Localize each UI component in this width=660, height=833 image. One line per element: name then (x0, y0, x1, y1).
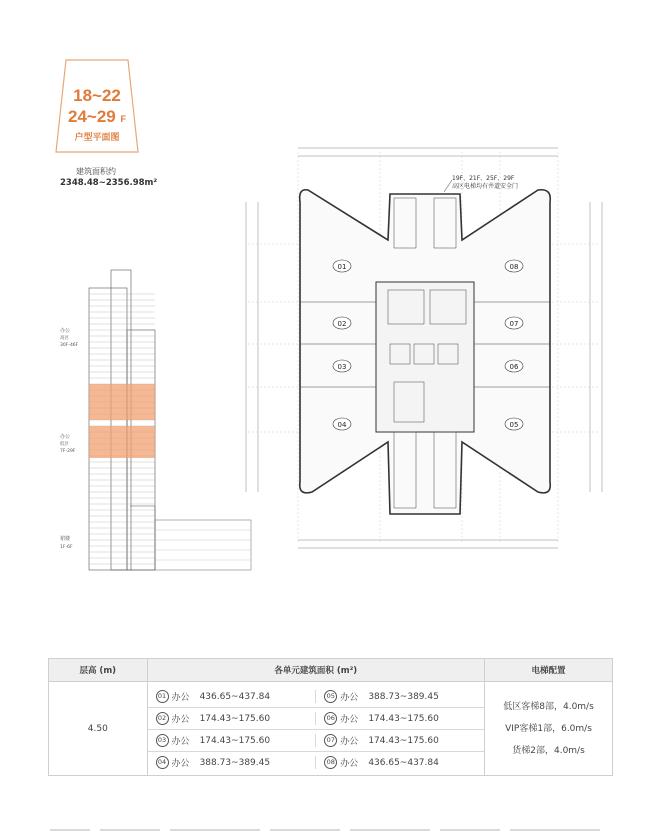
zone-high-name: 办公 (60, 328, 71, 334)
tower-highlight-upper (89, 384, 155, 420)
unit-area: 436.65~437.84 (368, 757, 439, 768)
zone-low-floors: 7F-29F (60, 449, 76, 454)
header-elevator: 电梯配置 (485, 659, 613, 682)
unit-area: 174.43~175.60 (199, 735, 271, 746)
unit-number: 03 (156, 734, 169, 747)
unit-label-06: 06 (509, 363, 519, 371)
unit-type: 办公 (171, 759, 190, 769)
unit-area-table (48, 658, 613, 776)
unit-area: 436.65~437.84 (199, 691, 271, 702)
zone-high-sub: 高区 (60, 336, 69, 341)
header-unit-area: 各单元建筑面积 (m²) (147, 659, 484, 682)
badge-floors-1: 18~22 (73, 86, 121, 105)
unit-label-01: 01 (337, 263, 347, 271)
floor-height-value: 4.50 (49, 682, 148, 776)
floor-badge (54, 58, 140, 154)
unit-type: 办公 (340, 715, 359, 725)
tower-highlight-lower (89, 426, 155, 458)
tower-elevation-drawing (58, 258, 258, 578)
unit-area: 174.43~175.60 (199, 713, 271, 724)
table-row (148, 708, 484, 730)
unit-type: 办公 (171, 737, 190, 747)
unit-label-02: 02 (337, 320, 347, 328)
unit-area: 174.43~175.60 (368, 713, 439, 724)
unit-type: 办公 (340, 759, 359, 769)
unit-type: 办公 (171, 693, 190, 703)
table-row (148, 730, 484, 752)
unit-label-04: 04 (337, 421, 347, 429)
unit-number: 02 (156, 712, 169, 725)
unit-number: 06 (324, 712, 337, 725)
zone-low-sub: 低区 (60, 442, 69, 447)
plan-note-floors: 19F、21F、25F、29F (452, 175, 515, 182)
header-floor-height: 层高 (m) (49, 659, 148, 682)
elevator-freight: 货梯2部，4.0m/s (512, 745, 585, 756)
elevator-low-zone: 低区客梯8部，4.0m/s (503, 701, 594, 712)
unit-area-list (147, 682, 484, 776)
elevator-config (485, 682, 613, 776)
unit-label-08: 08 (509, 263, 519, 271)
zone-podium-floors: 1F-6F (60, 545, 73, 550)
unit-area: 388.73~389.45 (368, 691, 439, 702)
unit-type: 办公 (171, 715, 190, 725)
badge-floors-2: 24~29 F (68, 107, 126, 126)
unit-label-05: 05 (509, 421, 519, 429)
zone-high-floors: 30F-46F (60, 343, 79, 348)
badge-subtitle: 户型平面图 (74, 132, 120, 142)
zone-low-name: 办公 (60, 434, 71, 440)
unit-label-03: 03 (337, 363, 347, 371)
unit-number: 01 (156, 690, 169, 703)
unit-number: 07 (324, 734, 337, 747)
elevator-vip: VIP客梯1部，6.0m/s (505, 723, 592, 734)
area-label: 建筑面积约 (76, 167, 116, 176)
unit-type: 办公 (340, 693, 359, 703)
table-row (148, 686, 484, 708)
unit-number: 05 (324, 690, 337, 703)
plan-note-safety-door: 高区电梯均有井道安全门 (452, 183, 519, 190)
table-row (148, 752, 484, 773)
unit-area: 388.73~389.45 (199, 757, 271, 768)
unit-number: 08 (324, 756, 337, 769)
unit-area: 174.43~175.60 (368, 735, 439, 746)
unit-number: 04 (156, 756, 169, 769)
area-value: 2348.48~2356.98m² (60, 178, 158, 188)
zone-podium-name: 裙楼 (60, 536, 71, 542)
footer-decoration (0, 826, 660, 833)
floor-plan-drawing (238, 132, 610, 572)
unit-type: 办公 (340, 737, 359, 747)
unit-label-07: 07 (509, 320, 519, 328)
